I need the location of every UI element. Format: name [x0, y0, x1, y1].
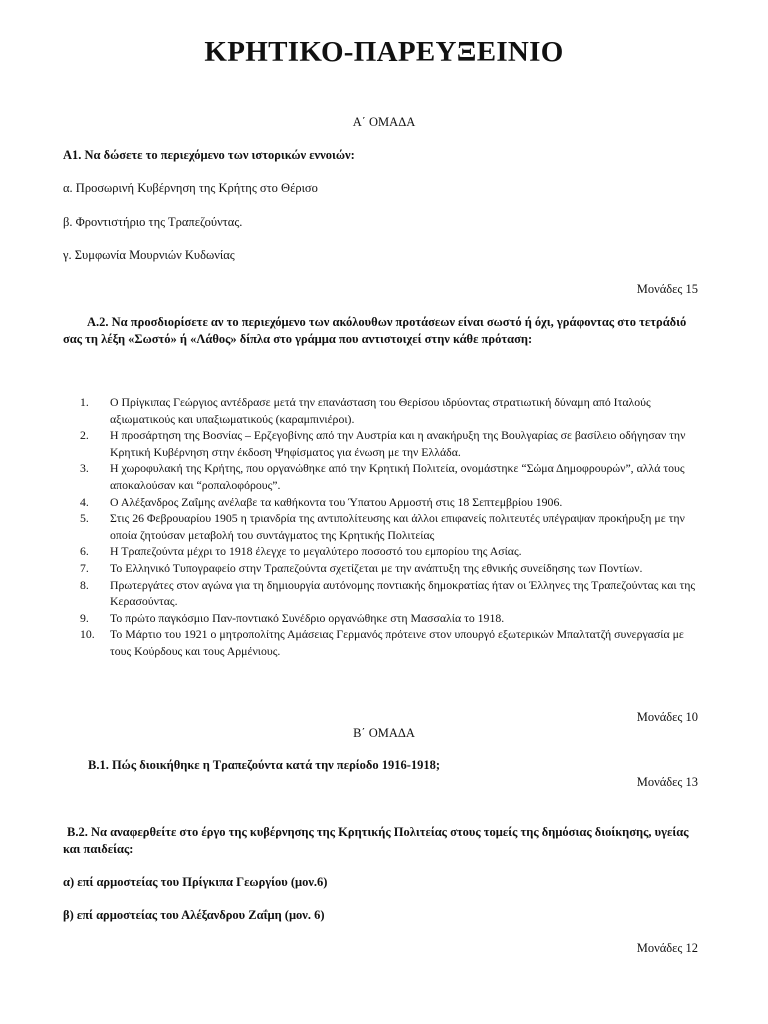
item-text: Η χωροφυλακή της Κρήτης, που οργανώθηκε από την Κρητική Πολιτεία, ονομάστηκε “Σώμα Δημοφρουρών”, αλλά τους αποκαλούσαν και “ροπαλοφόρους”. — [110, 461, 685, 492]
item-text: Ο Πρίγκιπας Γεώργιος αντέδρασε μετά την επανάσταση του Θερίσου ιδρύοντας στρατιωτική δύναμη από Ιταλούς αξιωματικούς και υπαξιωματικούς (καραμπινιέροι). — [110, 395, 651, 426]
item-number: 8. — [80, 577, 89, 592]
item-number: 9. — [80, 610, 89, 625]
list-item — [80, 427, 705, 460]
item-number: 7. — [80, 560, 89, 575]
list-item — [80, 610, 705, 627]
group-b-heading: Β΄ ΟΜΑΔΑ — [353, 726, 415, 740]
list-item — [80, 543, 705, 560]
list-item — [80, 560, 705, 577]
page-title: ΚΡΗΤΙΚΟ-ΠΑΡΕΥΞΕΙΝΙΟ — [204, 36, 564, 68]
item-text: Ο Αλέξανδρος Ζαΐμης ανέλαβε τα καθήκοντα του Ύπατου Αρμοστή στις 18 Σεπτεμβρίου 1906. — [110, 494, 563, 509]
list-item — [80, 577, 705, 610]
b1-marks: Μονάδες 13 — [636, 775, 698, 789]
b2-item-a: α) επί αρμοστείας του Πρίγκιπα Γεωργίου (μον.6) — [63, 875, 328, 889]
list-item — [80, 460, 705, 493]
item-number: 6. — [80, 544, 89, 559]
item-number: 1. — [80, 395, 89, 409]
item-number: 2. — [80, 428, 89, 443]
a1-item-a: α. Προσωρινή Κυβέρνηση της Κρήτης στο Θέρισο — [63, 181, 318, 195]
item-number: 3. — [80, 461, 89, 476]
question-a2: Α.2. Να προσδιορίσετε αν το περιεχόμενο των ακόλουθων προτάσεων είναι σωστό ή όχι, γράφοντας στο τετράδιό σας τη λέξη «Σωστό» ή «Λάθος» δίπλα στο γράμμα που αντιστοιχεί στην κάθε πρόταση: — [63, 315, 687, 346]
group-a-heading: Α΄ ΟΜΑΔΑ — [352, 115, 416, 129]
a1-item-b: β. Φροντιστήριο της Τραπεζούντας. — [63, 215, 243, 229]
a2-marks: Μονάδες 10 — [636, 710, 698, 724]
item-text: Η Τραπεζούντα μέχρι το 1918 έλεγχε το μεγαλύτερο ποσοστό του εμπορίου της Ασίας. — [110, 544, 522, 559]
item-text: Το Ελληνικό Τυπογραφείο στην Τραπεζούντα σχετίζεται με την ανάπτυξη της εθνικής συνείδησης των Ποντίων. — [110, 560, 643, 575]
list-item — [80, 510, 705, 543]
item-text: Το πρώτο παγκόσμιο Παν-ποντιακό Συνέδριο οργανώθηκε στη Μασσαλία το 1918. — [110, 610, 505, 625]
item-text: Πρωτεργάτες στον αγώνα για τη δημιουργία αυτόνομης ποντιακής δημοκρατίας ήταν οι Έλληνες της Τραπεζούντας και της Κερασούντας. — [110, 577, 696, 609]
a2-statements-list — [80, 394, 705, 660]
question-b2: Β.2. Να αναφερθείτε στο έργο της κυβέρνησης της Κρητικής Πολιτείας στους τομείς της δημόσιας διοίκησης, υγείας και παιδείας: — [63, 825, 689, 856]
list-item — [80, 626, 705, 659]
a1-marks: Μονάδες 15 — [636, 282, 698, 296]
a1-item-c: γ. Συμφωνία Μουρνιών Κυδωνίας — [63, 248, 235, 262]
item-number: 5. — [80, 511, 89, 526]
b2-item-b: β) επί αρμοστείας του Αλέξανδρου Ζαΐμη (μον. 6) — [63, 908, 325, 922]
list-item — [80, 394, 705, 427]
list-item — [80, 494, 705, 511]
item-text: Η προσάρτηση της Βοσνίας – Ερζεγοβίνης από την Αυστρία και η ανακήρυξη της Βουλγαρίας σε βασίλειο οδήγησαν την Κρητική Κυβέρνηση στην έκδοση Ψηφίσματος για ένωση με την Ελλάδα. — [110, 428, 686, 459]
item-number: 10. — [80, 627, 95, 642]
item-number: 4. — [80, 494, 89, 509]
item-text: Το Μάρτιο του 1921 ο μητροπολίτης Αμάσειας Γερμανός πρότεινε στον υπουργό εξωτερικών Μπαλτατζή συνεργασία με τους Κούρδους και τους Αρμένιους. — [110, 627, 684, 658]
b2-marks: Μονάδες 12 — [636, 941, 698, 955]
question-b1: Β.1. Πώς διοικήθηκε η Τραπεζούντα κατά την περίοδο 1916-1918; — [88, 758, 441, 772]
item-text: Στις 26 Φεβρουαρίου 1905 η τριανδρία της αντιπολίτευσης και άλλοι επιφανείς πολιτευτές υπέγραψαν προκήρυξη με την οποία ζητούσαν μεταβολή του συντάγματος της Κρητικής Πολιτείας — [110, 511, 685, 542]
question-a1: Α1. Να δώσετε το περιεχόμενο των ιστορικών εννοιών: — [63, 148, 355, 162]
